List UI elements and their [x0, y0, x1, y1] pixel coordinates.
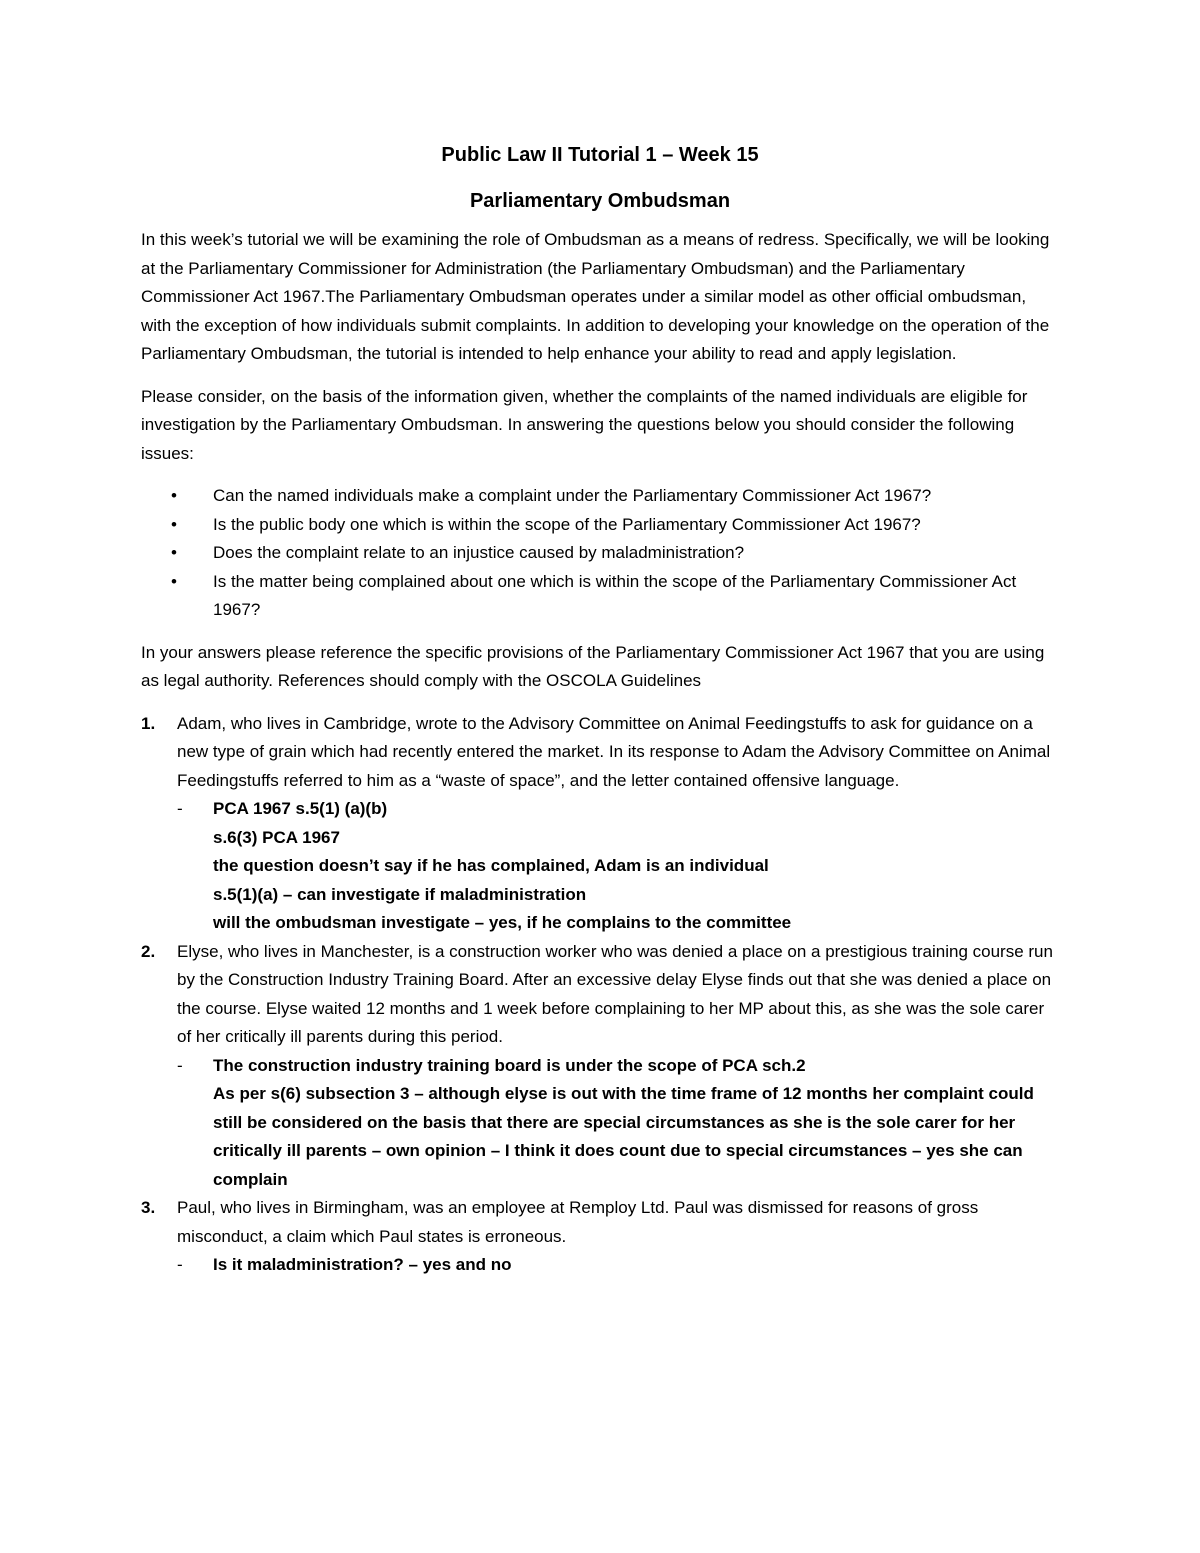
answer-notes — [177, 795, 1059, 938]
answer-notes — [177, 1052, 1059, 1195]
question-number: 1. — [141, 713, 156, 733]
question-text: Paul, who lives in Birmingham, was an employee at Remploy Ltd. Paul was dismissed for reasons of gross misconduct, a claim which Paul states is erroneous. — [177, 1198, 979, 1246]
dash-icon: - — [177, 1055, 183, 1075]
question-item — [141, 1194, 1059, 1280]
issue-text: Does the complaint relate to an injustice caused by maladministration? — [213, 543, 745, 562]
question-text: Adam, who lives in Cambridge, wrote to the Advisory Committee on Animal Feedingstuffs to ask for guidance on a new type of grain which had recently entered the market. In its response to Adam the Advisory Committee on Animal Feedingstuffs referred to him as a “waste of space”, and the letter contained offensive language. — [177, 713, 1051, 790]
issue-text: Is the matter being complained about one which is within the scope of the Parliamentary Commissioner Act 1967? — [213, 571, 1017, 619]
bullet-icon: • — [171, 486, 177, 505]
question-number: 2. — [141, 941, 156, 961]
intro-paragraph: In this week’s tutorial we will be examining the role of Ombudsman as a means of redress. Specifically, we will be looking at the Parliamentary Commissioner for Administration (the Parliamentary Ombudsman) and the Parliamentary Commissioner Act 1967.The Parliamentary Ombudsman operates under a similar model as other official ombudsman, with the exception of how individuals submit complaints. In addition to developing your knowledge on the operation of the Parliamentary Ombudsman, the tutorial is intended to help enhance your ability to read and apply legislation. — [141, 230, 1050, 363]
issue-item — [141, 539, 1059, 568]
dash-icon: - — [177, 1255, 183, 1274]
answer-note: s.5(1)(a) – can investigate if maladministration — [213, 884, 587, 904]
issue-item — [141, 511, 1059, 540]
answer-note: As per s(6) subsection 3 – although elyse is out with the time frame of 12 months her complaint could still be considered on the basis that there are special circumstances as she is the sole carer for her critically ill parents – own opinion – I think it does count due to special circumstances – yes she can complain — [213, 1084, 1034, 1189]
answer-note: the question doesn’t say if he has complained, Adam is an individual — [213, 856, 769, 875]
answer-note: PCA 1967 s.5(1) (a)(b) — [213, 799, 388, 818]
question-item — [141, 710, 1059, 938]
issue-item — [141, 568, 1059, 625]
page-title: Public Law II Tutorial 1 – Week 15 — [441, 144, 759, 166]
answer-note: Is it maladministration? – yes and no — [213, 1255, 512, 1274]
question-number: 3. — [141, 1198, 156, 1217]
question-text: Elyse, who lives in Manchester, is a construction worker who was denied a place on a prestigious training course run by the Construction Industry Training Board. After an excessive delay Elyse finds out that she was denied a place on the course. Elyse waited 12 months and 1 week before complaining to her MP about this, as she was the sole carer of her critically ill parents during this period. — [177, 941, 1053, 1046]
answer-notes — [177, 1251, 1059, 1280]
issues-list — [141, 482, 1059, 625]
questions-list — [141, 710, 1059, 1280]
answer-note: will the ombudsman investigate – yes, if he complains to the committee — [213, 913, 792, 932]
references-paragraph: In your answers please reference the specific provisions of the Parliamentary Commissioner Act 1967 that you are using as legal authority. References should comply with the OSCOLA Guidelines — [141, 642, 1045, 690]
dash-icon: - — [177, 799, 183, 818]
issue-text: Is the public body one which is within the scope of the Parliamentary Commissioner Act 1967? — [213, 514, 921, 534]
bullet-icon: • — [171, 514, 177, 534]
answer-note: The construction industry training board is under the scope of PCA sch.2 — [213, 1055, 806, 1075]
answer-note: s.6(3) PCA 1967 — [213, 827, 340, 847]
document-body — [141, 140, 1059, 1280]
page-subtitle: Parliamentary Ombudsman — [469, 190, 731, 212]
bullet-icon: • — [171, 543, 177, 562]
issue-item — [141, 482, 1059, 511]
bullet-icon: • — [171, 571, 177, 591]
question-item — [141, 938, 1059, 1195]
consider-paragraph: Please consider, on the basis of the information given, whether the complaints of the named individuals are eligible for investigation by the Parliamentary Ombudsman. In answering the questions below you should consider the following issues: — [141, 386, 1028, 463]
issue-text: Can the named individuals make a complaint under the Parliamentary Commissioner Act 1967? — [213, 486, 932, 505]
